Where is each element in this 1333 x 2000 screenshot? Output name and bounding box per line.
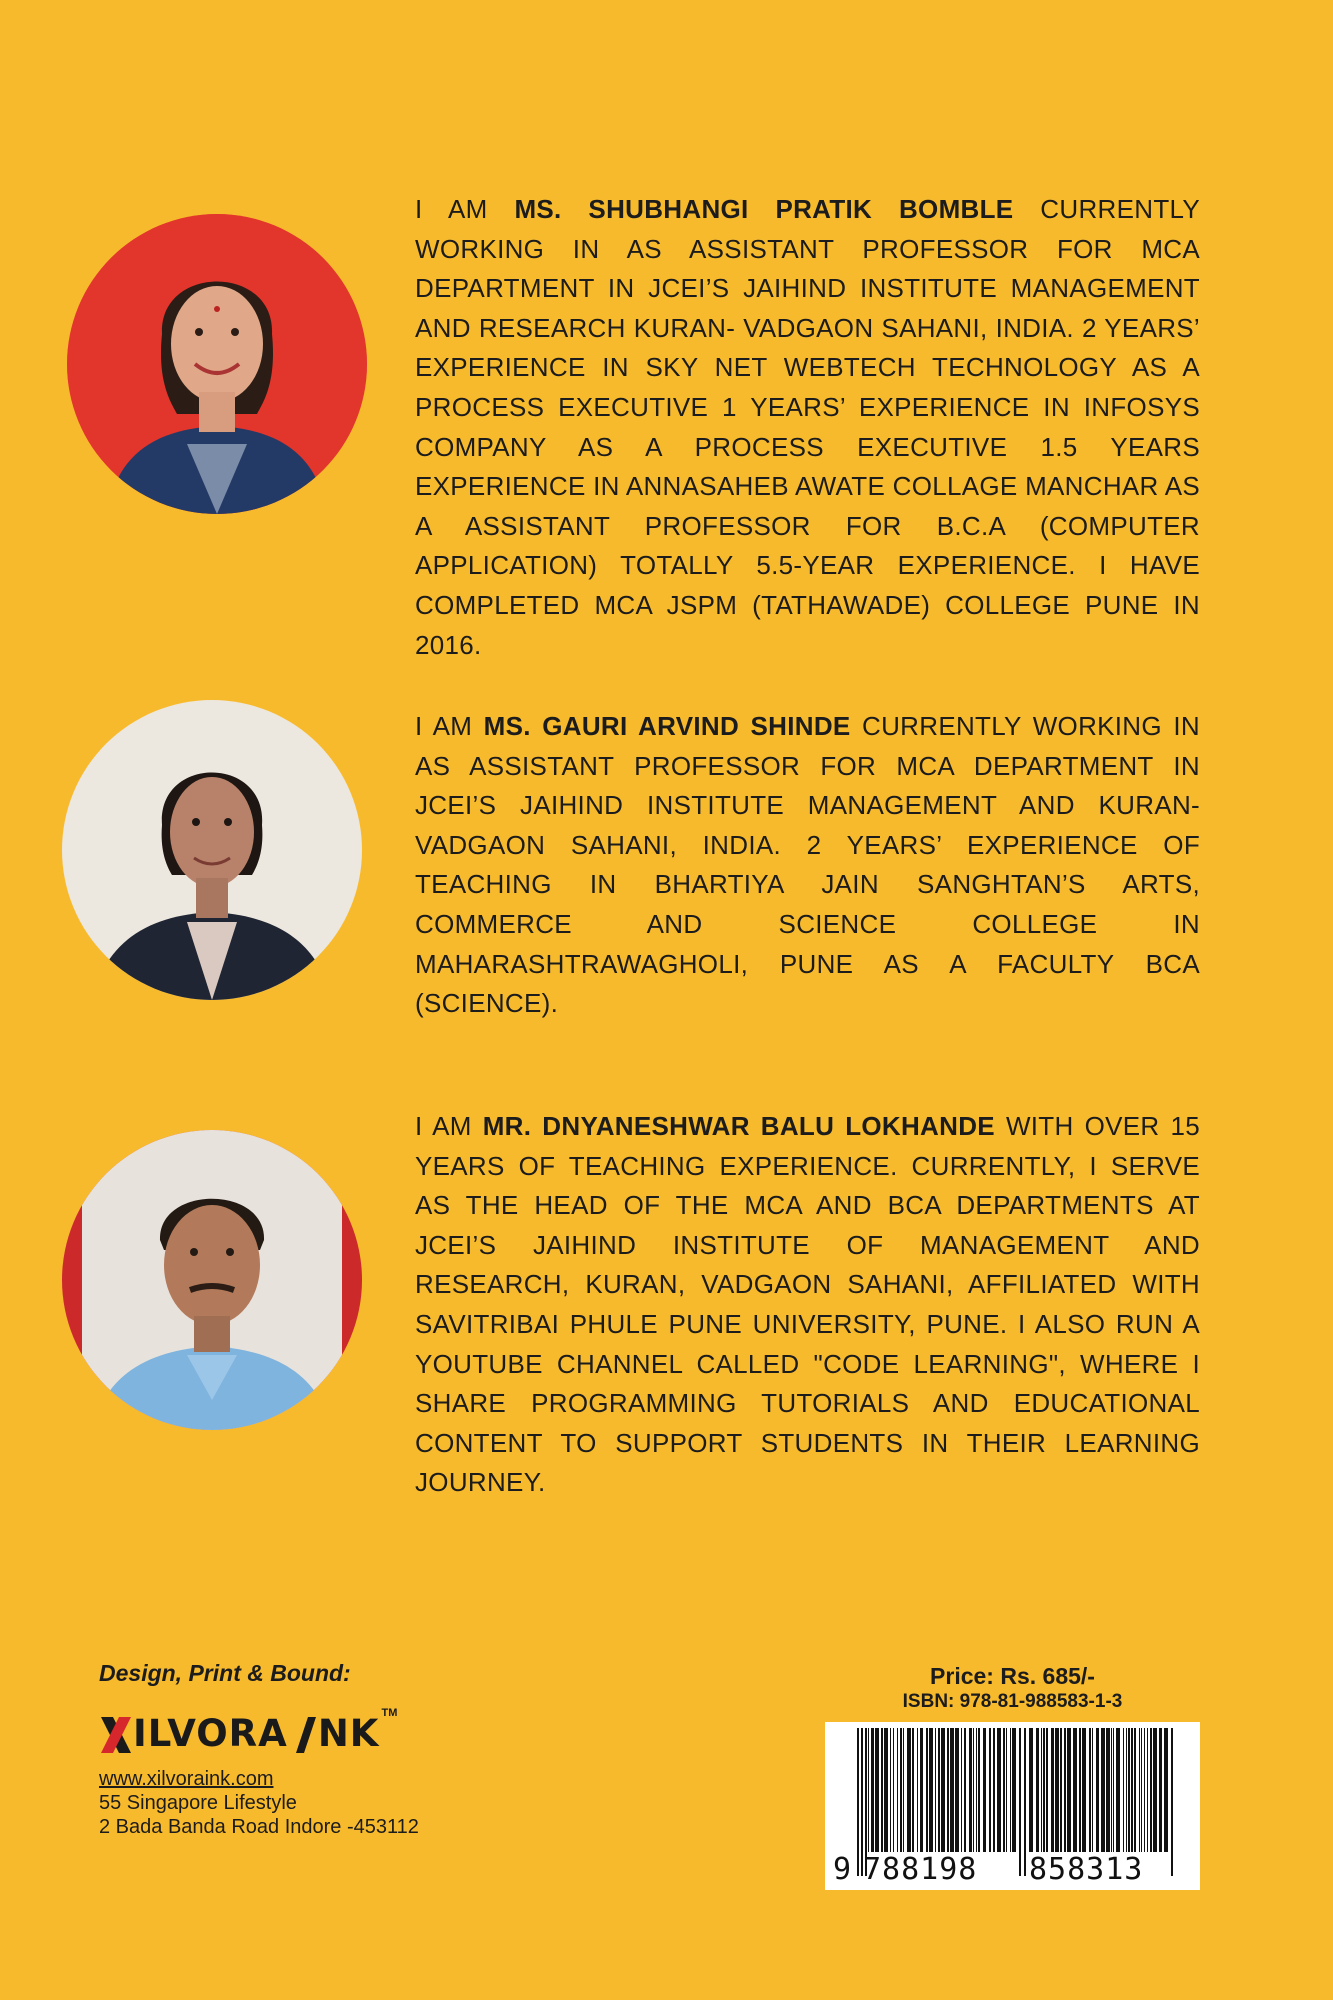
barcode-bar — [884, 1728, 888, 1852]
barcode-bar — [983, 1728, 986, 1852]
barcode-bar — [1111, 1728, 1112, 1852]
barcode-bar — [961, 1728, 962, 1852]
barcode-bar — [893, 1728, 894, 1852]
barcode-bar — [976, 1728, 977, 1852]
barcode-bar — [978, 1728, 980, 1852]
barcode-bar — [1064, 1728, 1066, 1852]
barcode-bar — [989, 1728, 991, 1852]
portrait-dnyaneshwar — [62, 1130, 362, 1430]
barcode-bar — [1055, 1728, 1059, 1852]
barcode-bar — [907, 1728, 911, 1852]
barcode-bar — [926, 1728, 928, 1852]
barcode-bar — [875, 1728, 879, 1852]
barcode-bar — [1012, 1728, 1016, 1852]
portrait-gauri — [62, 700, 362, 1000]
barcode-bar — [1147, 1728, 1148, 1852]
barcode-bar — [1041, 1728, 1042, 1852]
logo-wordmark: ILVORA — [133, 1712, 288, 1755]
barcode-bar — [1123, 1728, 1124, 1852]
barcode-bar — [964, 1728, 966, 1852]
barcode-bar — [1089, 1728, 1091, 1852]
barcode-bar — [1131, 1728, 1133, 1852]
barcode-bar — [973, 1728, 974, 1852]
portrait-shubhangi — [67, 214, 367, 514]
barcode-bar — [868, 1728, 869, 1852]
barcode-bar — [897, 1728, 898, 1852]
barcode-bar — [1051, 1728, 1054, 1852]
author-bio-1: I AM MS. SHUBHANGI PRATIK BOMBLE CURRENTLY WORKING IN AS ASSISTANT PROFESSOR FOR MCA DEPARTMENT IN JCEI’S JAIHIND INSTITUTE MANAGEMENT AND RESEARCH KURAN- VADGAON SAHANI, INDIA. 2 YEARS’ EXPERIENCE IN SKY NET WEBTECH TECHNOLOGY AS A PROCESS EXECUTIVE 1 YEARS’ EXPERIENCE IN INFOSYS COMPANY AS A PROCESS EXECUTIVE 1.5 YEARS EXPERIENCE IN ANNASAHEB AWATE COLLAGE MANCHAR AS A ASSISTANT PROFESSOR FOR B.C.A (COMPUTER APPLICATION) TOTALLY 5.5-YEAR EXPERIENCE. I HAVE COMPLETED MCA JSPM (TATHAWADE) COLLEGE PUNE IN 2016. — [415, 194, 1200, 660]
barcode-bar — [1006, 1728, 1007, 1852]
barcode-bar — [1079, 1728, 1081, 1852]
author-bio-3: I AM MR. DNYANESHWAR BALU LOKHANDE WITH OVER 15 YEARS OF TEACHING EXPERIENCE. CURRENTLY, I SERVE AS THE HEAD OF THE MCA AND BCA DEPARTMENTS AT JCEI’S JAIHIND INSTITUTE OF MANAGEMENT AND RESEARCH, KURAN, VADGAON SAHANI, AFFILIATED WITH SAVITRIBAI PHULE PUNE UNIVERSITY, PUNE. I ALSO RUN A YOUTUBE CHANNEL CALLED "CODE LEARNING", WHERE I SHARE PROGRAMMING TUTORIALS AND EDUCATIONAL CONTENT TO SUPPORT STUDENTS IN THEIR LEARNING JOURNEY. — [415, 1111, 1200, 1498]
barcode-bar — [1153, 1728, 1157, 1852]
barcode-bar — [903, 1728, 904, 1852]
barcode-bar — [1036, 1728, 1039, 1852]
author-name-1: MS. SHUBHANGI PRATIK BOMBLE — [514, 194, 1014, 224]
barcode-bar — [955, 1728, 959, 1852]
barcode-bar — [1139, 1728, 1140, 1852]
barcode-bar — [1144, 1728, 1145, 1852]
logo-wordmark-2: NK — [317, 1712, 380, 1755]
barcode-bar — [947, 1728, 949, 1852]
author-name-2: MS. GAURI ARVIND SHINDE — [483, 711, 851, 741]
barcode-digits — [825, 1850, 1200, 1890]
barcode-bar — [1128, 1728, 1130, 1852]
barcode-bar — [1159, 1728, 1162, 1852]
barcode-bar — [1113, 1728, 1114, 1852]
barcode-bar — [1060, 1728, 1062, 1852]
address-line-1: 55 Singapore Lifestyle — [99, 1792, 297, 1814]
barcode-bar — [969, 1728, 972, 1852]
barcode-bar — [1067, 1728, 1071, 1852]
imprint-label: Design, Print & Bound: — [99, 1660, 351, 1686]
barcode-bar — [1150, 1728, 1152, 1852]
barcode-bar — [941, 1728, 945, 1852]
author-photo-3 — [62, 1130, 362, 1430]
barcode-bar — [1141, 1728, 1142, 1852]
barcode-bar — [890, 1728, 891, 1852]
barcode-bar — [1134, 1728, 1136, 1852]
barcode-bar — [993, 1728, 995, 1852]
barcode-bar — [917, 1728, 918, 1852]
barcode-bar — [950, 1728, 954, 1852]
barcode-bar — [1096, 1728, 1099, 1852]
barcode-bar — [900, 1728, 902, 1852]
barcode-bar — [1046, 1728, 1048, 1852]
barcode-group-1: 788198 — [863, 1852, 978, 1887]
barcode-bar — [1116, 1728, 1120, 1852]
publisher-logo — [99, 1701, 419, 1755]
barcode-bar — [938, 1728, 940, 1852]
barcode-group-2: 858313 — [1029, 1852, 1144, 1887]
barcode-bar — [929, 1728, 933, 1852]
barcode-bar — [1003, 1728, 1005, 1852]
barcode-bar — [1164, 1728, 1168, 1852]
x-logo-icon — [99, 1715, 133, 1755]
isbn-label: ISBN: 978-81-988583-1-3 — [902, 1691, 1123, 1712]
barcode-bar — [1106, 1728, 1110, 1852]
barcode-lead-digit: 9 — [833, 1852, 852, 1887]
author-photo-2 — [62, 700, 362, 1000]
isbn-barcode — [825, 1722, 1200, 1890]
publisher-website-link[interactable]: www.xilvoraink.com — [99, 1768, 274, 1790]
barcode-bar — [1010, 1728, 1011, 1852]
barcode-bar — [1073, 1728, 1077, 1852]
trademark-mark: TM — [381, 1707, 398, 1719]
price-label: Price: Rs. 685/- — [930, 1663, 1095, 1689]
address-line-2: 2 Bada Banda Road Indore -453112 — [99, 1816, 419, 1838]
barcode-bar — [920, 1728, 923, 1852]
barcode-bar — [935, 1728, 936, 1852]
publisher-imprint — [99, 1660, 419, 1839]
barcode-bar — [1043, 1728, 1045, 1852]
barcode-bar — [881, 1728, 883, 1852]
barcode-bar — [871, 1728, 874, 1852]
price-block — [825, 1662, 1200, 1890]
barcode-bar — [1082, 1728, 1086, 1852]
barcode-bar — [1101, 1728, 1105, 1852]
author-photo-1 — [67, 214, 367, 514]
barcode-bar — [997, 1728, 1001, 1852]
slash-logo-icon — [296, 1715, 318, 1755]
barcode-bar — [1092, 1728, 1093, 1852]
author-name-3: MR. DNYANESHWAR BALU LOKHANDE — [482, 1111, 995, 1141]
barcode-bar — [1029, 1728, 1033, 1852]
barcode-bar — [1126, 1728, 1127, 1852]
author-bio-2: I AM MS. GAURI ARVIND SHINDE CURRENTLY WORKING IN AS ASSISTANT PROFESSOR FOR MCA DEPARTMENT IN JCEI’S JAIHIND INSTITUTE MANAGEMENT AND KURAN- VADGAON SAHANI, INDIA. 2 YEARS’ EXPERIENCE OF TEACHING IN BHARTIYA JAIN SANGHTAN’S ARTS, COMMERCE AND SCIENCE COLLEGE IN MAHARASHTRAWAGHOLI, PUNE AS A FACULTY BCA (SCIENCE). — [415, 711, 1200, 1019]
barcode-bar — [912, 1728, 914, 1852]
